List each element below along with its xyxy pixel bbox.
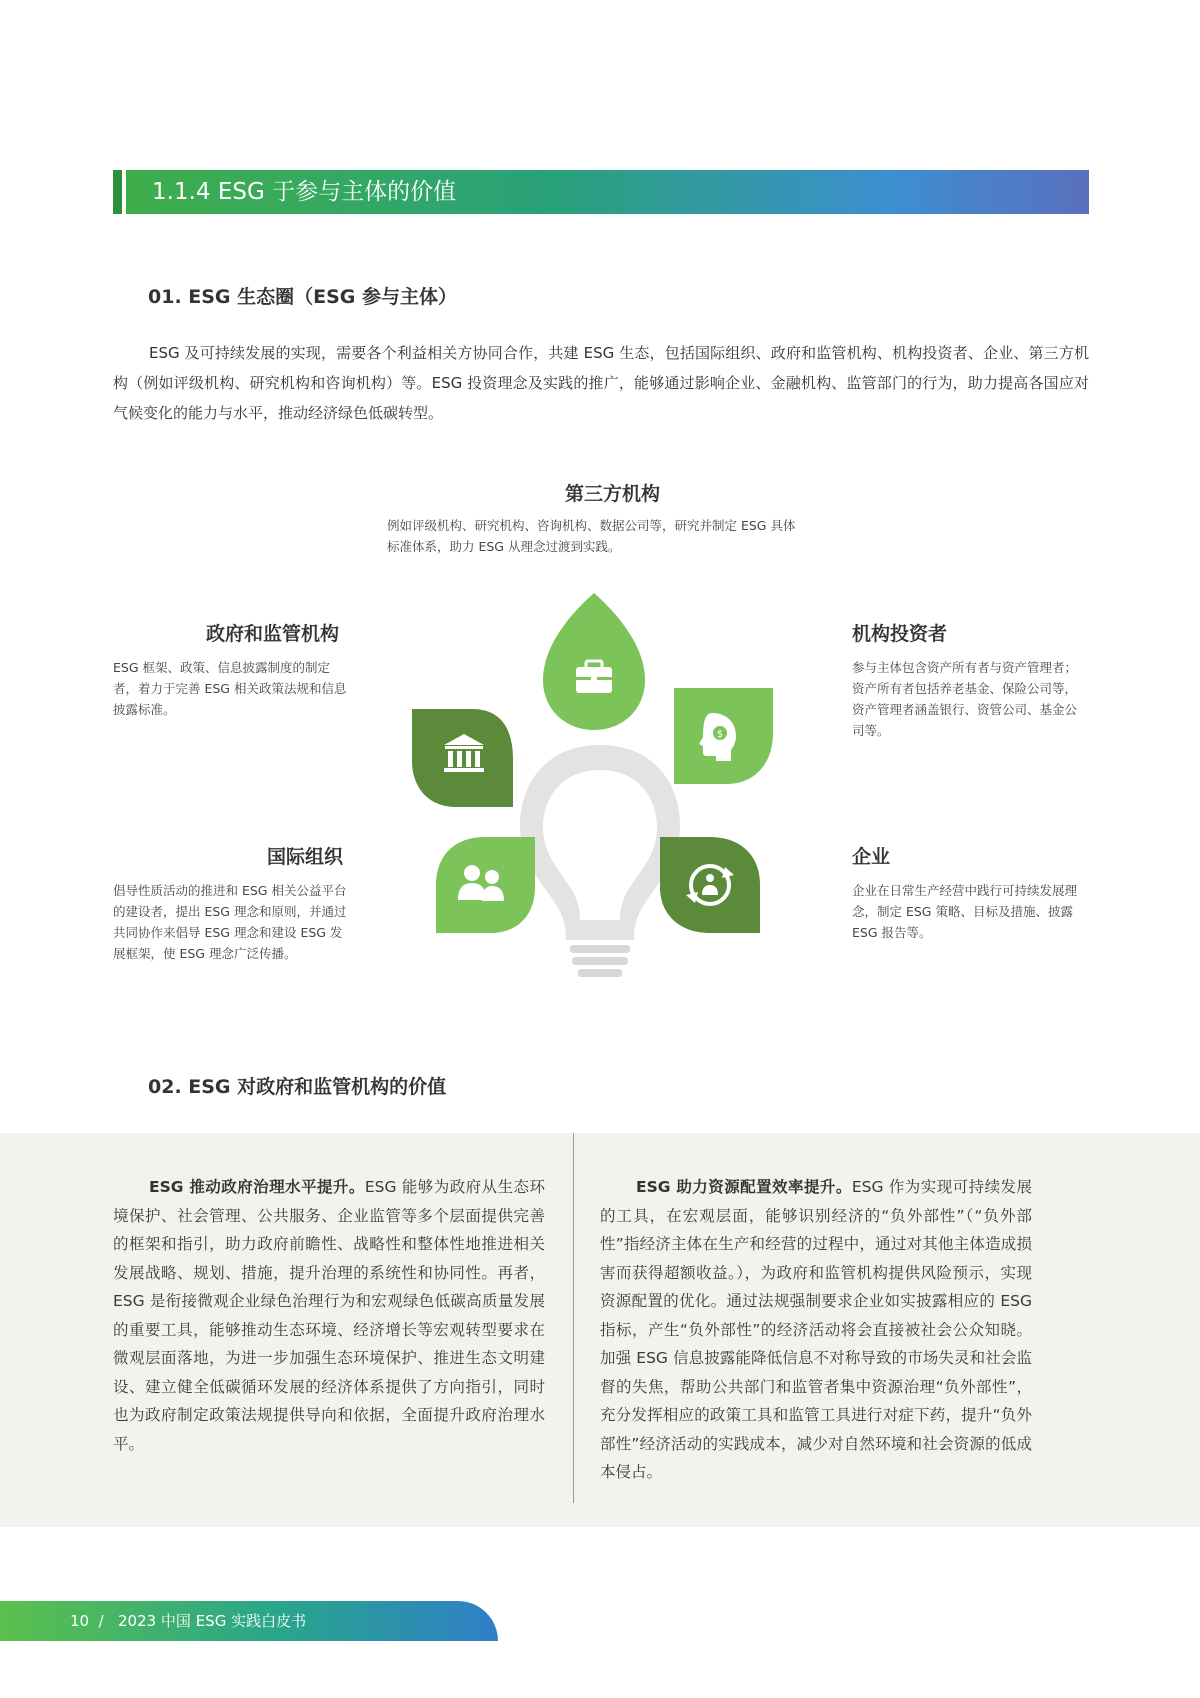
- investors-desc: 参与主体包含资产所有者与资产管理者；资产所有者包括养老基金、保险公司等，资产管理者涵盖银行、资管公司、基金公司等。: [852, 660, 1078, 738]
- investors-leaf: [674, 688, 773, 784]
- enterprise-title: 企业: [852, 846, 891, 868]
- left-column-text: ESG 能够为政府从生态环境保护、社会管理、公共服务、企业监管等多个层面提供完善的框架和指引，助力政府前瞻性、战略性和整体性地推进相关发展战略、规划、措施，提升治理的系统性和协同性。再者，ESG 是衔接微观企业绿色治理行为和宏观绿色低碳高质量发展的重要工具，能够推动生态环境、经济增长等宏观转型要求在微观层面落地，为进一步加强生态环境保护、推进生态文明建设、建立健全低碳循环发展的经济体系提供了方向指引，同时也为政府制定政策法规提供导向和依据，全面提升政府治理水平。: [113, 1178, 545, 1453]
- enterprise-desc: 企业在日常生产经营中践行可持续发展理念，制定 ESG 策略、目标及措施、披露 ESG 报告等。: [852, 883, 1078, 940]
- third-party-title: 第三方机构: [565, 483, 661, 505]
- enterprise-leaf: [660, 837, 760, 933]
- esg-ecosystem-diagram: [400, 585, 800, 985]
- international-title: 国际组织: [267, 846, 344, 868]
- page-title: 1.1.4 ESG 于参与主体的价值: [152, 179, 457, 205]
- government-title: 政府和监管机构: [206, 623, 340, 645]
- third-party-desc: 例如评级机构、研究机构、咨询机构、数据公司等，研究并制定 ESG 具体标准体系，助力 ESG 从理念过渡到实践。: [387, 518, 796, 554]
- section1-intro: ESG 及可持续发展的实现，需要各个利益相关方协同合作，共建 ESG 生态，包括国际组织、政府和监管机构、机构投资者、企业、第三方机构（例如评级机构、研究机构和咨询机构）等。ESG 投资理念及实践的推广，能够通过影响企业、金融机构、监管部门的行为，助力提高各国应对气候变化的能力与水平，推动经济绿色低碳转型。: [113, 344, 1089, 422]
- right-column-lead: ESG 助力资源配置效率提升。: [636, 1178, 852, 1196]
- international-desc: 倡导性质活动的推进和 ESG 相关公益平台的建设者，提出 ESG 理念和原则，并通过共同协作来倡导 ESG 理念和建设 ESG 发展框架，使 ESG 理念广泛传播。: [113, 883, 347, 961]
- left-column: [113, 1173, 545, 1458]
- right-column: [600, 1173, 1032, 1487]
- investors-title: 机构投资者: [852, 623, 948, 645]
- international-leaf: [436, 837, 535, 933]
- government-desc: ESG 框架、政策、信息披露制度的制定者，着力于完善 ESG 相关政策法规和信息披露标准。: [113, 660, 347, 717]
- lightbulb-icon: [520, 745, 680, 977]
- column-divider: [573, 1133, 574, 1503]
- section1-heading: 01. ESG 生态圈（ESG 参与主体）: [148, 286, 458, 308]
- svg-text:$: $: [716, 729, 724, 740]
- left-column-lead: ESG 推动政府治理水平提升。: [149, 1178, 365, 1196]
- banner-accent: [113, 170, 122, 214]
- footer-page-label: 10 / 2023 中国 ESG 实践白皮书: [70, 1612, 307, 1630]
- right-column-text: ESG 作为实现可持续发展的工具，在宏观层面，能够识别经济的“负外部性”（“负外部性”指经济主体在生产和经营的过程中，通过对其他主体造成损害而获得超额收益。），为政府和监管机构提供风险预示，实现资源配置的优化。通过法规强制要求企业如实披露相应的 ESG 指标，产生“负外部性”的经济活动将会直接被社会公众知晓。加强 ESG 信息披露能降低信息不对称导致的市场失灵和社会监督的失焦，帮助公共部门和监管者集中资源治理“负外部性”，充分发挥相应的政策工具和监管工具进行对症下药，提升“负外部性”经济活动的实践成本，减少对自然环境和社会资源的低成本侵占。: [600, 1178, 1032, 1481]
- section2-heading: 02. ESG 对政府和监管机构的价值: [148, 1076, 447, 1098]
- third-party-leaf: [543, 593, 645, 730]
- banner-gap: [122, 170, 126, 214]
- government-leaf: [412, 709, 513, 807]
